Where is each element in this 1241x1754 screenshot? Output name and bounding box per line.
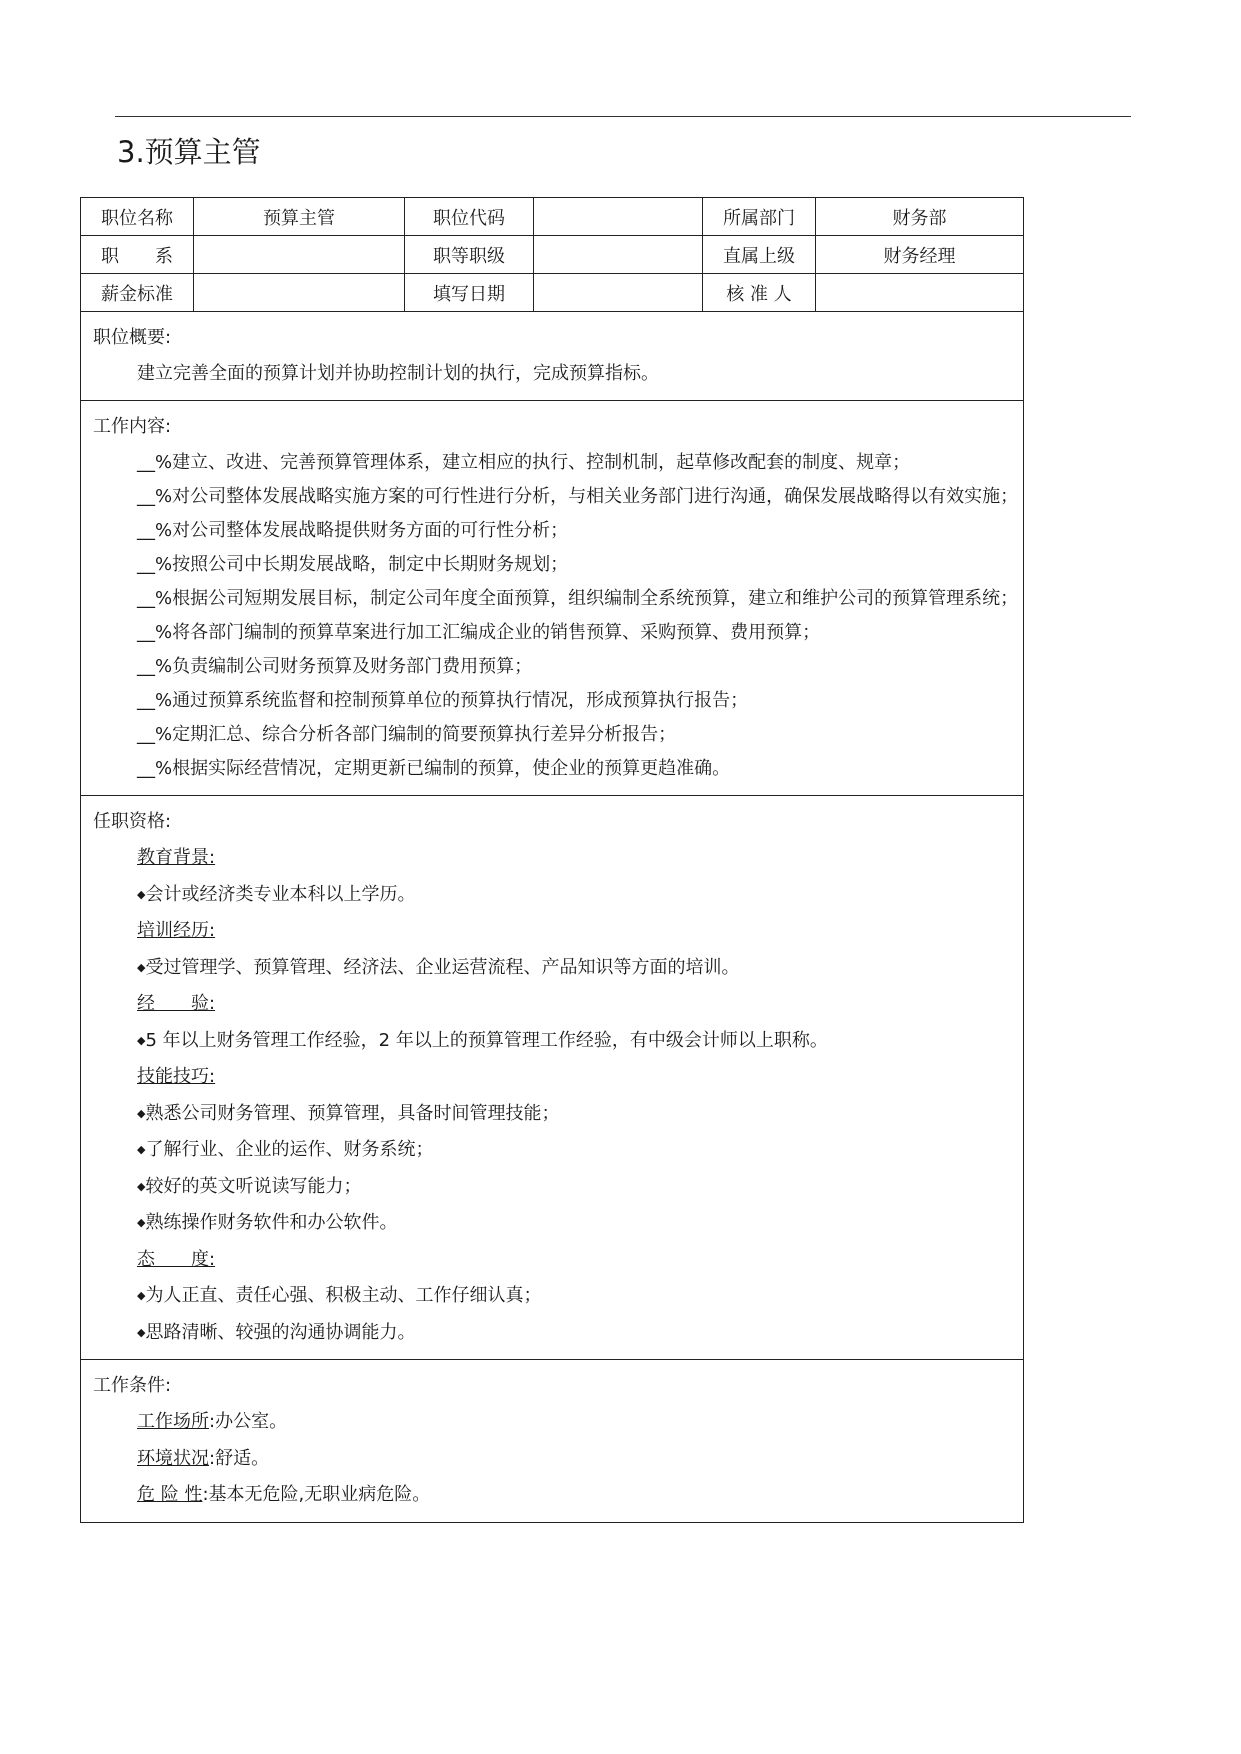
environment-label: 环境状况 [137,1447,209,1469]
diamond-bullet-icon: ◆ [137,1106,146,1120]
info-row-1 [81,198,1023,236]
training-heading: 培训经历: [137,920,216,941]
skills-item: ◆熟悉公司财务管理、预算管理，具备时间管理技能； [137,1102,560,1124]
job-description-form [80,197,1024,1523]
duties-section [81,401,1023,796]
salary-label: 薪金标准 [81,274,194,311]
qualifications-heading: 任职资格: [93,811,172,832]
department-value: 财务部 [892,207,947,229]
duty-item: __%通过预算系统监督和控制预算单位的预算执行情况，形成预算执行报告； [137,690,749,711]
skills-item: ◆较好的英文听说读写能力； [137,1175,362,1197]
grade-label: 职等职级 [405,236,534,273]
supervisor-value: 财务经理 [883,245,956,267]
workplace-label: 工作场所 [137,1411,209,1432]
info-row-3 [81,274,1023,312]
job-family-label: 职 系 [81,236,194,273]
environment-line [93,1441,1023,1478]
header-rule [115,116,1131,117]
diamond-bullet-icon: ◆ [137,1143,146,1156]
page-title: 3.预算主管 [117,135,261,169]
position-name-label: 职位名称 [81,198,194,235]
duty-item: __%根据实际经营情况，定期更新已编制的预算，使企业的预算更趋准确。 [137,758,731,779]
duty-item: __%根据公司短期发展目标，制定公司年度全面预算，组织编制全系统预算，建立和维护公司的预算管理系统； [137,588,1019,609]
diamond-bullet-icon: ◆ [137,1216,146,1229]
fill-date-value [534,274,703,311]
position-name-value: 预算主管 [194,198,405,235]
duty-item: __%负责编制公司财务预算及财务部门费用预算； [137,656,533,677]
duty-item: __%对公司整体发展战略实施方案的可行性进行分析，与相关业务部门进行沟通，确保发展战略得以有效实施； [137,486,1019,507]
diamond-bullet-icon: ◆ [137,1179,146,1193]
education-heading: 教育背景: [137,847,216,868]
duty-item: __%建立、改进、完善预算管理体系，建立相应的执行、控制机制，起草修改配套的制度、规章； [137,452,911,473]
grade-value [534,236,703,273]
overview-heading: 职位概要: [93,327,172,348]
training-item: ◆受过管理学、预算管理、经济法、企业运营流程、产品知识等方面的培训。 [137,956,740,978]
duty-item: __%按照公司中长期发展战略，制定中长期财务规划； [137,554,569,575]
conditions-section [81,1360,1023,1522]
supervisor-label: 直属上级 [703,236,816,273]
position-code-value [534,198,703,235]
diamond-bullet-icon: ◆ [137,887,146,901]
skills-heading: 技能技巧: [137,1066,216,1087]
duty-item: __%定期汇总、综合分析各部门编制的简要预算执行差异分析报告； [137,724,677,745]
approver-label: 核 准 人 [703,274,816,311]
diamond-bullet-icon: ◆ [137,960,146,974]
attitude-heading: 态 度: [137,1248,216,1270]
approver-value [816,274,1023,311]
info-row-2 [81,236,1023,274]
workplace-value: :办公室。 [209,1411,288,1432]
experience-item: ◆5 年以上财务管理工作经验，2 年以上的预算管理工作经验，有中级会计师以上职称。 [137,1029,828,1051]
hazard-label: 危 险 性 [137,1484,203,1505]
conditions-heading: 工作条件: [93,1375,172,1396]
hazard-line [93,1477,1023,1514]
education-item: ◆会计或经济类专业本科以上学历。 [137,883,416,905]
duty-item: __%对公司整体发展战略提供财务方面的可行性分析； [137,520,569,541]
salary-value [194,274,405,311]
hazard-value: :基本无危险,无职业病危险。 [202,1484,431,1505]
fill-date-label: 填写日期 [405,274,534,311]
workplace-line [93,1404,1023,1441]
job-family-value [194,236,405,273]
diamond-bullet-icon: ◆ [137,1033,146,1047]
duty-item: __%将各部门编制的预算草案进行加工汇编成企业的销售预算、采购预算、费用预算； [137,622,821,643]
attitude-item: ◆为人正直、责任心强、积极主动、工作仔细认真； [137,1285,542,1306]
department-label: 所属部门 [703,198,816,235]
experience-heading: 经 验: [137,993,216,1014]
attitude-item: ◆思路清晰、较强的沟通协调能力。 [137,1321,416,1343]
environment-value: :舒适。 [209,1447,270,1469]
diamond-bullet-icon: ◆ [137,1289,146,1302]
diamond-bullet-icon: ◆ [137,1325,146,1339]
qualifications-section [81,796,1023,1360]
overview-section [81,312,1023,401]
skills-item: ◆熟练操作财务软件和办公软件。 [137,1212,398,1233]
duties-heading: 工作内容: [93,416,172,437]
overview-text: 建立完善全面的预算计划并协助控制计划的执行，完成预算指标。 [137,363,659,384]
position-code-label: 职位代码 [405,198,534,235]
skills-item: ◆了解行业、企业的运作、财务系统； [137,1139,434,1160]
